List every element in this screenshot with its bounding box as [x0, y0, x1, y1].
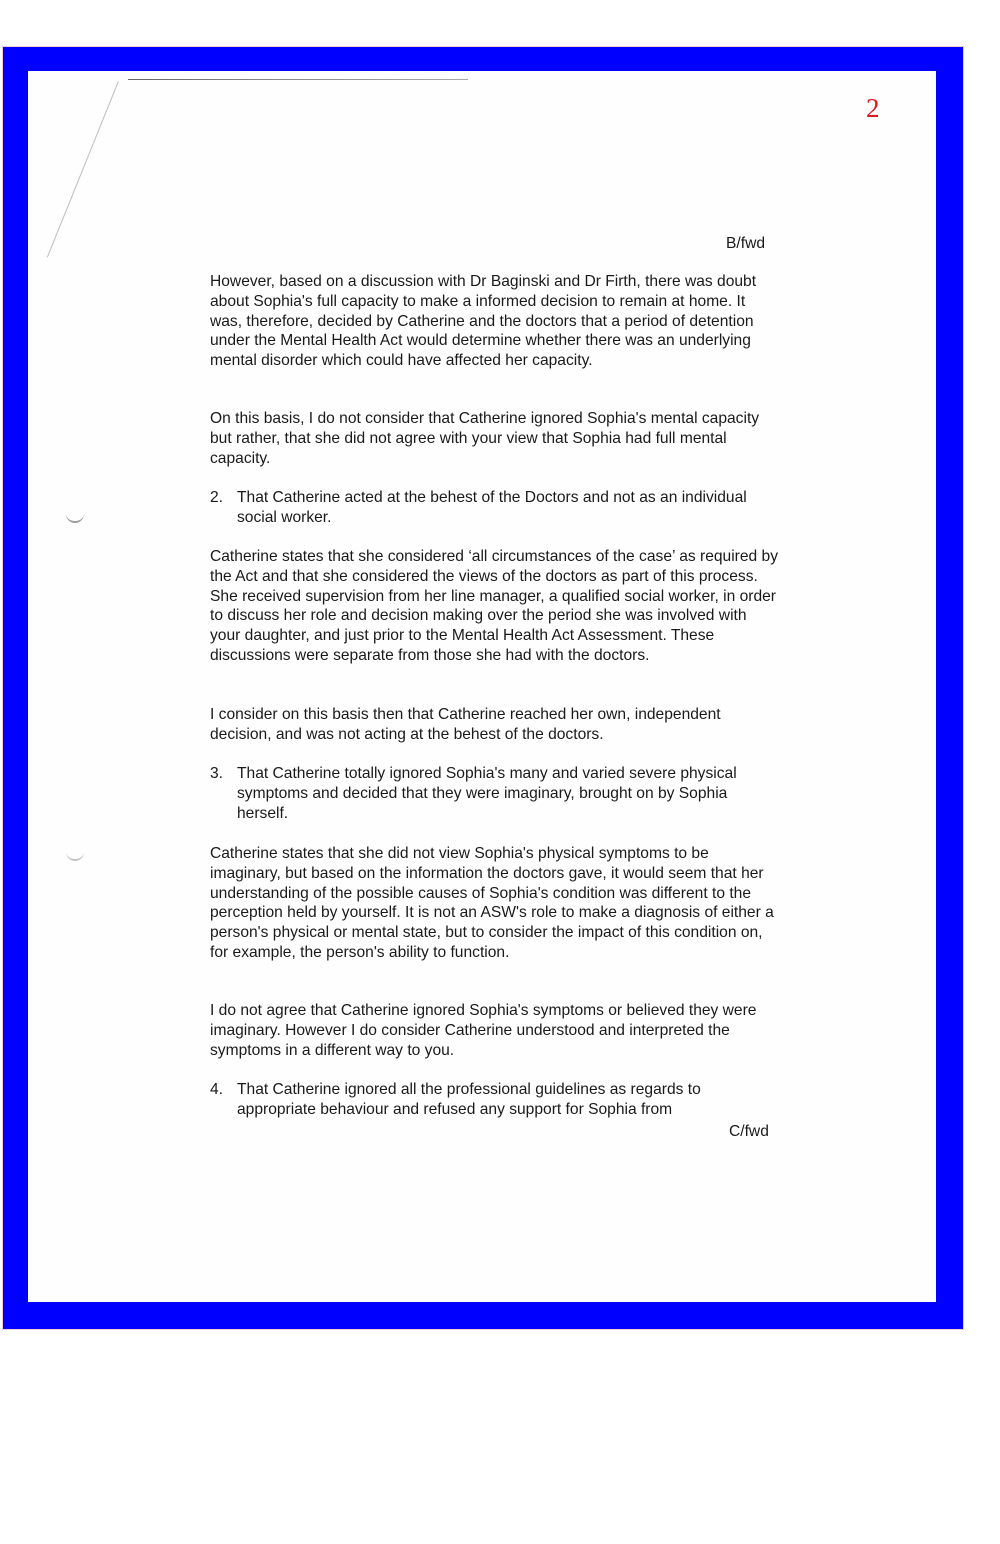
punch-hole-mark	[66, 851, 84, 861]
item-number: 3.	[210, 765, 224, 782]
complaint-item-4	[210, 1080, 780, 1120]
complaint-item-3	[210, 764, 780, 823]
blue-page-frame	[3, 47, 963, 1329]
item-text: That Catherine acted at the behest of the Doctors and not as an individual social worker.	[237, 489, 747, 526]
page-number: 2	[866, 93, 880, 123]
paragraph-symptoms-conclusion: I do not agree that Catherine ignored Sophia's symptoms or believed they were imaginary. However I do consider Catherine understood and interpreted the symptoms in a different way to you.	[210, 1002, 757, 1059]
complaint-item-2	[210, 488, 780, 528]
paragraph-physical-symptoms: Catherine states that she did not view Sophia's physical symptoms to be imaginary, but based on the information the doctors gave, it would seem that her understanding of the possible causes of Sophia's condition was different to the perception held by yourself. It is not an ASW's role to make a diagnosis of either a person's physical or mental state, but to consider the impact of this condition on, for example, the person's ability to function.	[210, 845, 774, 961]
paragraph-supervision: Catherine states that she considered ‘all circumstances of the case’ as required by the Act and that she considered the views of the doctors as part of this process. She received supervision from her line manager, a qualified social worker, in order to discuss her role and decision making over the period she was involved with your daughter, and just prior to the Mental Health Act Assessment. These discussions were separate from those she had with the doctors.	[210, 548, 779, 664]
item-text: That Catherine totally ignored Sophia's many and varied severe physical symptoms and decided that they were imaginary, brought on by Sophia herself.	[237, 765, 737, 822]
paragraph-independent-decision: I consider on this basis then that Catherine reached her own, independent decision, and was not acting at the behest of the doctors.	[210, 706, 721, 743]
footer-forward-reference: C/fwd	[729, 1123, 769, 1140]
scan-artifact-line	[128, 79, 468, 80]
item-text: That Catherine ignored all the professional guidelines as regards to appropriate behaviour and refused any support for Sophia from	[237, 1081, 701, 1118]
item-number: 2.	[210, 489, 224, 506]
paragraph-capacity-discussion: However, based on a discussion with Dr Baginski and Dr Firth, there was doubt about Sophia's full capacity to make a informed decision to remain at home. It was, therefore, decided by Catherine and the doctors that a period of detention under the Mental Health Act would determine whether there was an underlying mental disorder which could have affected her capacity.	[210, 273, 757, 370]
punch-hole-mark	[66, 513, 84, 523]
scan-artifact-diagonal	[47, 81, 119, 258]
header-forward-reference: B/fwd	[726, 235, 765, 252]
paragraph-capacity-conclusion: On this basis, I do not consider that Catherine ignored Sophia's mental capacity but rather, that she did not agree with your view that Sophia had full mental capacity.	[210, 410, 760, 467]
item-number: 4.	[210, 1081, 224, 1098]
scanned-letter-page	[28, 71, 936, 1302]
